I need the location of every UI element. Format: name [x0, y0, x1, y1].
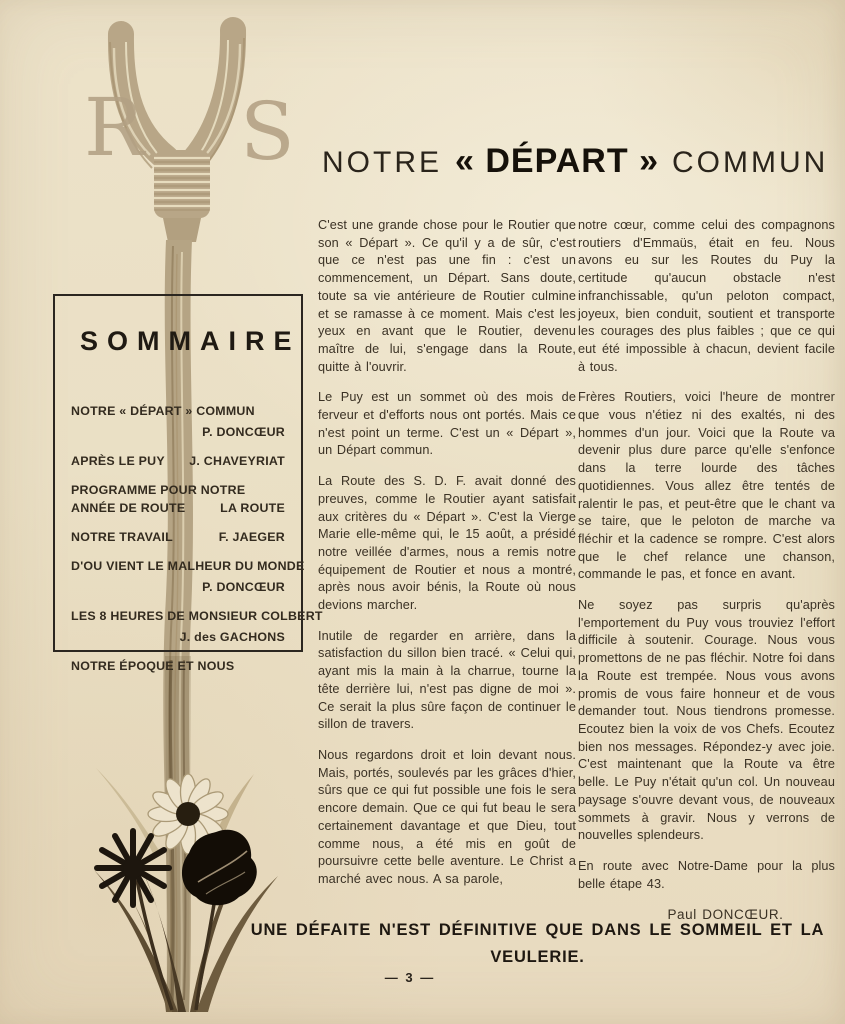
title-word-depart: « DÉPART » — [455, 142, 659, 180]
paragraph: C'est une grande chose pour le Routier que son « Départ ». Ce qu'il y a de sûr, c'est que ce n'est pas une fin : c'est un commencement, un Départ. Sans doute, toute sa vie antérieure de Routier culmine et se ramasse à ce moment. Mais c'est les yeux en avant que le Routier, devenu maître de lui, s'engage dans la Route, quitte à l'ouvrir. — [318, 218, 576, 374]
sommaire-item-title: LES 8 HEURES DE MONSIEUR COLBERT — [71, 608, 323, 623]
paragraph: Nous regardons droit et loin devant nous. Mais, portés, soulevés par les grâces d'hier, sûrs que ce qui fut possible une fois le sera encore demain. Que ce qui fut beau le sera certainement davantage et que Dieu, tout comme nous, a été mis en goût de poursuivre cette belle aventure. Le Christ a marché avec nous. A sa parole, — [318, 747, 576, 886]
sommaire-item-author: LA ROUTE — [220, 500, 285, 515]
sommaire-item — [71, 529, 285, 547]
sommaire-item — [71, 608, 323, 647]
sommaire-item-author: J. CHAVEYRIAT — [189, 453, 285, 468]
sommaire-title: SOMMAIRE — [80, 326, 301, 356]
sommaire-item-author: F. JAEGER — [218, 529, 285, 544]
sommaire-item-title: D'OU VIENT LE MALHEUR DU MONDE — [71, 558, 305, 573]
page-number: — 3 — — [384, 970, 436, 985]
paragraph: Ne soyez pas surpris qu'après l'emportement du Puy vous trouviez l'effort difficile à soutenir. Courage. Nous vous promettons de ne pas fléchir. Notre foi dans la Route est trempée. Nous vous avons promis de vous faire honneur et de vous demander tout. Nous tiendrons promesse. Ecoutez bien la voix de vos Chefs. Ecoutez bien nos messages. Répondez-y avec joie. C'est maintenant que la Route va être belle. Le Puy n'était qu'un col. Un nouveau paysage s'ouvre devant vous, de nouveaux sommets à gravir. Nous y verrons de nouvelles splendeurs. — [578, 598, 835, 843]
title-word-notre: NOTRE — [322, 146, 442, 179]
title-word-commun: COMMUN — [671, 146, 829, 179]
paragraph: notre cœur, comme celui des compagnons routiers d'Emmaüs, était en feu. Nous avons eu sur les Routes du Puy la certitude qu'aucun obstacle n'est infranchissable, qu'un peloton compact, joyeux, bien conduit, soutient et transporte les courages des plus faibles ; que ce qui eut été impossible à chacun, devient facile à tous. — [578, 218, 835, 374]
footer-slogan: UNE DÉFAITE N'EST DÉFINITIVE QUE DANS LE SOMMEIL ET LA VEULERIE. — [250, 921, 825, 966]
logo-letter-s: S — [240, 85, 295, 178]
author-signature: Paul DONCŒUR. — [667, 907, 784, 923]
sommaire-item-title: APRÈS LE PUY — [71, 453, 165, 468]
sommaire-item-title: NOTRE TRAVAIL — [71, 529, 173, 544]
article-title — [322, 142, 838, 181]
article-column-left — [318, 217, 576, 902]
sommaire-list — [71, 403, 323, 676]
paragraph: En route avec Notre-Dame pour la plus belle étape 43. — [578, 858, 835, 891]
sommaire-item — [71, 482, 285, 518]
sommaire-item — [71, 658, 285, 676]
paragraph: Frères Routiers, voici l'heure de montrer que vous n'étiez ni des exaltés, ni des hommes d'un jour. Voici que la Route va devenir plus dure parce qu'elle s'enfonce dans la terre lourde des tâches quotidiennes. Vous allez être tentés de ralentir le pas, et peut-être que le chant va se taire, que le peloton de marche va fléchir et la cadence se rompre. C'est alors que le chef relance une chanson, commande le pas, et fonce en avant. — [578, 390, 835, 582]
paragraph: Inutile de regarder en arrière, dans la satisfaction du sillon bien tracé. « Celui qui, ayant mis la main à la charrue, tourne la tête derrière lui, n'est pas digne de moi ». Ce serait la plus sûre façon de continuer le sillon de travers. — [318, 628, 576, 732]
sommaire-box — [53, 294, 323, 673]
sommaire-item-title: NOTRE ÉPOQUE ET NOUS — [71, 658, 235, 673]
sommaire-item — [71, 558, 305, 597]
sommaire-item-author: J. des GACHONS — [179, 629, 285, 644]
sommaire-item-title: PROGRAMME POUR NOTRE ANNÉE DE ROUTE — [71, 482, 246, 515]
sommaire-item-title: NOTRE « DÉPART » COMMUN — [71, 404, 255, 418]
sommaire-item — [71, 453, 285, 471]
sommaire-item-author: P. DONCŒUR — [202, 424, 285, 439]
logo-letter-r: R — [84, 81, 145, 174]
paragraph: La Route des S. D. F. avait donné des preuves, comme le Routier ayant satisfait aux critères du « Départ ». C'est la Vierge Marie elle-même qui, le 15 août, a présidé notre veillée d'armes, nous a remis notre équipement de Routier et nous a montré, après nous avoir bénis, la Route où nous devions marcher. — [318, 474, 576, 613]
article-column-right — [578, 217, 835, 937]
sommaire-item — [71, 403, 285, 442]
paragraph: Le Puy est un sommet où des mois de ferveur et d'efforts nous ont portés. Mais ce n'est point un terme. C'est un « Départ », un Départ commun. — [318, 390, 576, 458]
staff-binding — [154, 150, 210, 242]
sommaire-item-author: P. DONCŒUR — [202, 579, 285, 594]
